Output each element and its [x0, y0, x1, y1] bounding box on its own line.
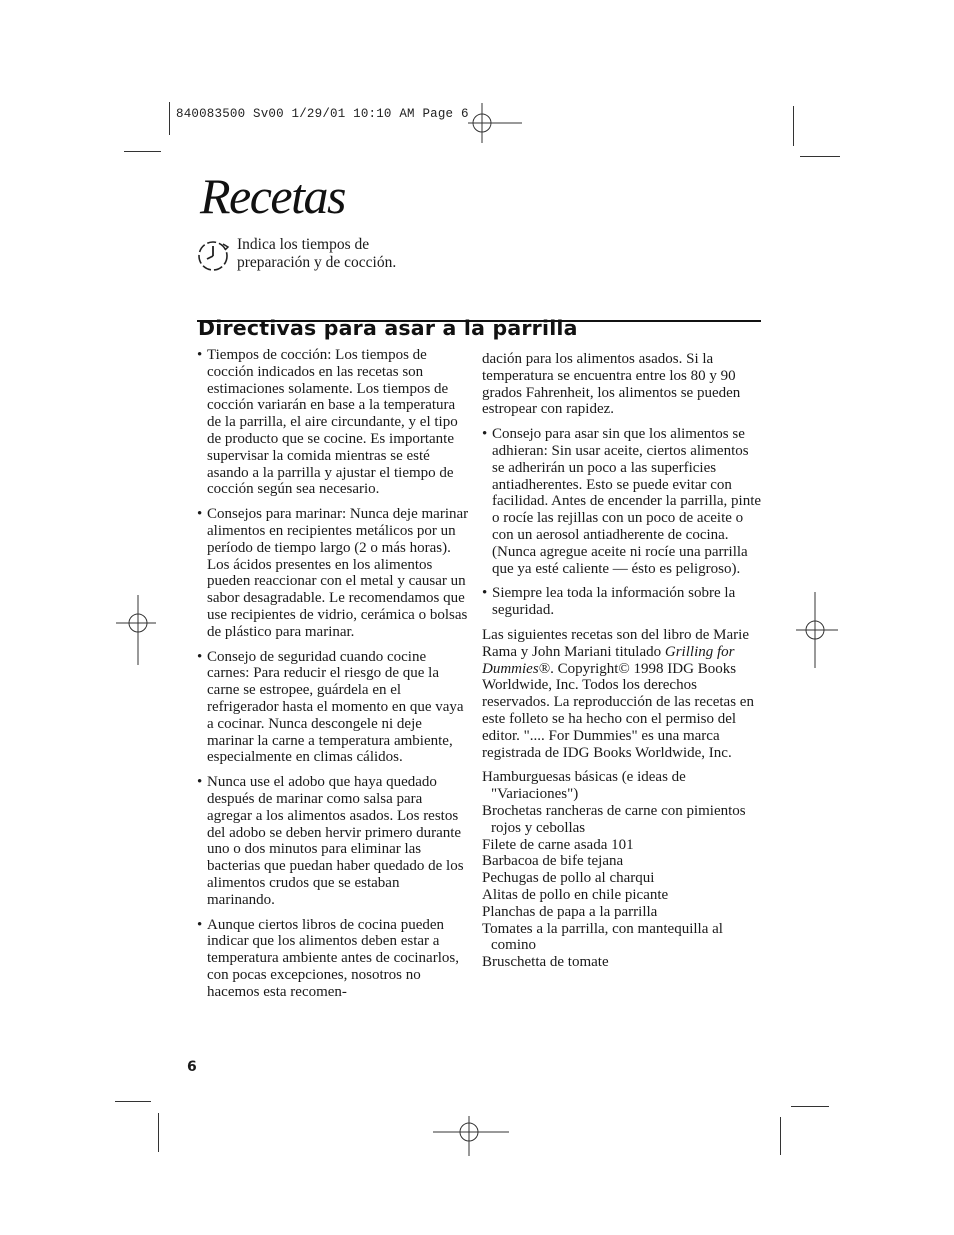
recipe-item: Alitas de pollo en chile picante	[482, 886, 669, 903]
bullet-non-stick: • Consejo para asar sin que los alimentos se adhieran: Sin usar aceite, ciertos alimentos se adherirán un poco a las superficies antiadherentes. Esto se puede evitar con facilidad. Antes de encender la parrilla, pinte o rocíe las rejillas con un poco de aceite o con un aerosol antiadherente de cocina. (Nunca agregue aceite ni rocíe una parrilla que ya esté caliente — ésto es peligroso).	[482, 426, 764, 577]
registration-mark-bottom	[433, 1116, 509, 1156]
recipe-item: Pechugas de pollo al charqui	[482, 870, 655, 887]
crop-mark-bottom-left-vertical	[158, 1113, 159, 1152]
crop-mark-top-left-horizontal	[124, 151, 161, 152]
registration-mark-left	[116, 595, 156, 665]
crop-mark-bottom-right-vertical	[780, 1117, 781, 1155]
recipe-item: Barbacoa de bife tejana	[482, 853, 624, 870]
bullet-meat-safety: • Consejo de seguridad cuando cocine carnes: Para reducir el riesgo de que la carne se estropee, guárdela en el refrigerador hasta el momento en que vaya a cocinar. Nunca descongele ni deje marinar la carne a temperatura ambiente, especialmente en climas cálidos.	[197, 649, 469, 767]
recipe-list	[482, 769, 764, 971]
page-number: 6	[187, 1059, 197, 1075]
bullet-cooking-times: • Tiempos de cocción: Los tiempos de cocción indicados en las recetas son estimaciones solamente. Los tiempos de cocción variarán en base a la temperatura de la parrilla, el aire circundante, y el tipo de producto que se cocine. Es importante supervisar la comida mientras se esté asando a la parrilla y ajustar el tiempo de cocción según sea necesario.	[197, 347, 469, 498]
bullet-marinating-tips: • Consejos para marinar: Nunca deje marinar alimentos en recipientes metálicos por un período de tiempo largo (2 o más horas). Los ácidos presentes en los alimentos pueden reaccionar con el metal y causar un sabor desagradable. Le recomendamos que use recipientes de vidrio, cerámica o bolsas de plástico para marinar.	[197, 506, 469, 640]
page-title: Recetas	[200, 168, 345, 224]
bullet-room-temperature: • Aunque ciertos libros de cocina pueden indicar que los alimentos deben estar a temperatura ambiente antes de cocinarlos, con pocas excepciones, nosotros no hacemos esta recomen-	[197, 917, 469, 1001]
recipe-item: Bruschetta de tomate	[482, 954, 609, 971]
copyright-credit	[482, 627, 764, 761]
section-heading: Directivas para asar a la parrilla	[198, 316, 578, 340]
registration-mark-right	[796, 592, 838, 668]
crop-mark-top-right-horizontal	[800, 156, 840, 157]
crop-mark-top-right-vertical	[793, 106, 794, 146]
recipe-item: Planchas de papa a la parrilla	[482, 903, 658, 920]
crop-mark-top-left-vertical	[169, 102, 170, 135]
credit-text-after: . Copyright© 1998 IDG Books Worldwide, Inc. Todos los derechos reservados. La reproducción de las recetas en este folleto se ha hecho con el permiso del editor. ".... For Dummies" es una marca registrada de IDG Books Worldwide, Inc.	[482, 660, 754, 761]
left-column	[197, 347, 469, 1008]
recipe-item: Filete de carne asada 101	[482, 836, 634, 853]
legend-text: Indica los tiempos de preparación y de cocción.	[237, 236, 397, 271]
recipe-item: Brochetas rancheras de carne con pimientos rojos y cebollas	[482, 802, 746, 836]
bullet-safety-info: • Siempre lea toda la información sobre la seguridad.	[482, 585, 764, 619]
clock-icon	[196, 237, 232, 273]
credit-text-before: Las siguientes recetas son del libro de Marie Rama y John Mariani titulado	[482, 626, 749, 660]
recipe-item: Hamburguesas básicas (e ideas de "Variaciones")	[482, 769, 686, 803]
book-title: Grilling for Dummies®	[482, 643, 735, 677]
crop-mark-bottom-right-horizontal	[791, 1106, 829, 1107]
bullet-marinade-reuse: • Nunca use el adobo que haya quedado después de marinar como salsa para agregar a los alimentos asados. Los restos del adobo se deben hervir primero durante uno o dos minutos para eliminar las bacterias que puedan haber quedado de los alimentos crudos que se estaban marinando.	[197, 774, 469, 908]
continued-text: dación para los alimentos asados. Si la temperatura se encuentra entre los 80 y 90 grados Fahrenheit, los alimentos se pueden estropear con rapidez.	[482, 351, 741, 418]
crop-mark-bottom-left-horizontal	[115, 1101, 151, 1102]
recipe-item: Tomates a la parrilla, con mantequilla al comino	[482, 920, 723, 954]
print-slug: 840083500 Sv00 1/29/01 10:10 AM Page 6	[176, 107, 469, 121]
right-column	[482, 351, 764, 971]
registration-mark-top	[468, 103, 522, 143]
